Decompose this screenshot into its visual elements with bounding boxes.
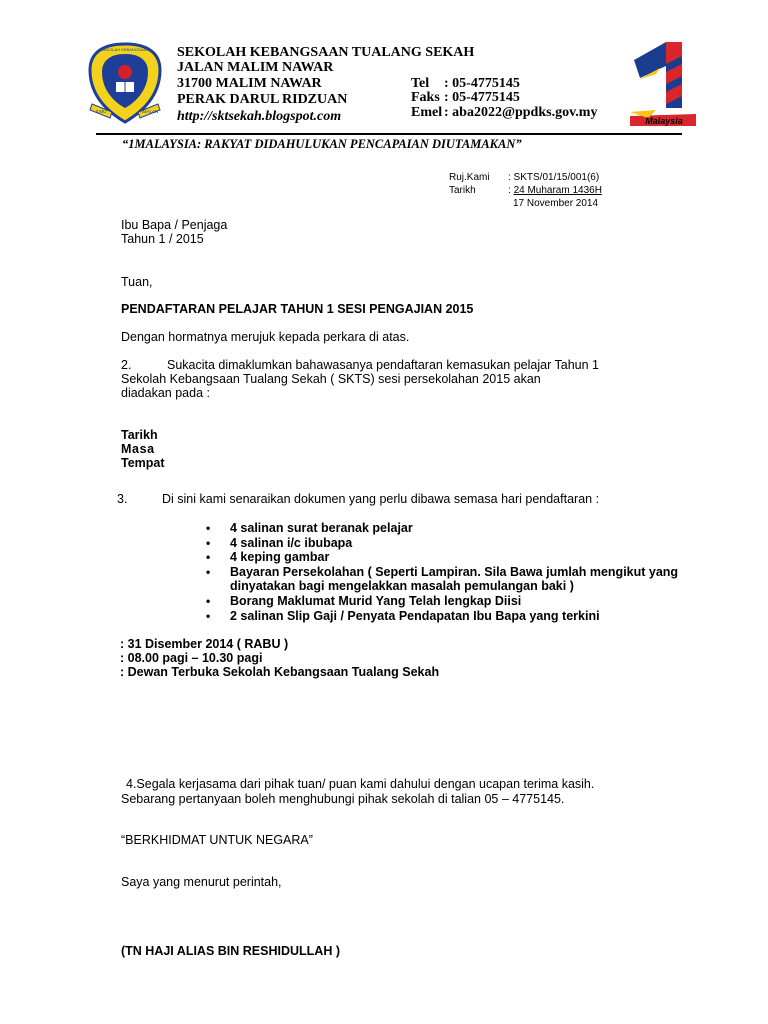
- paragraph-4-line-2: Sebarang pertanyaan boleh menghubungi pihak sekolah di talian 05 – 4775145.: [121, 792, 565, 806]
- emel-value: : aba2022@ppdks.gov.my: [444, 105, 598, 120]
- paragraph-2-line-2: Sekolah Kebangsaan Tualang Sekah ( SKTS) sesi persekolahan 2015 akan: [121, 372, 541, 386]
- ruj-value: : SKTS/01/15/001(6): [508, 172, 600, 183]
- header-divider: [96, 133, 682, 135]
- motto: “BERKHIDMAT UNTUK NEGARA”: [121, 833, 313, 847]
- slogan: “1MALAYSIA: RAKYAT DIDAHULUKAN PENCAPAIAN DIUTAMAKAN”: [122, 137, 522, 151]
- list-item: • 2 salinan Slip Gaji / Penyata Pendapatan Ibu Bapa yang terkini: [206, 609, 706, 624]
- logo-text-left: ILMU: [95, 109, 107, 114]
- logo-text-top: SEKOLAH KEBANGSAAN: [101, 47, 149, 52]
- details-value-tempat: : Dewan Terbuka Sekolah Kebangsaan Tualang Sekah: [120, 665, 440, 679]
- paragraph-2-line-3: diadakan pada :: [121, 386, 210, 400]
- list-item: • 4 keping gambar: [206, 550, 706, 565]
- tel-value: : 05-4775145: [444, 76, 520, 91]
- ruj-label: Ruj.Kami: [449, 172, 490, 183]
- tarikh-label: Tarikh: [449, 185, 476, 196]
- emel-label: Emel: [411, 105, 443, 120]
- tarikh-hijri: [508, 185, 602, 196]
- signatory: (TN HAJI ALIAS BIN RESHIDULLAH ): [121, 944, 340, 958]
- recipient-line-2: Tahun 1 / 2015: [121, 232, 204, 246]
- school-logo: [86, 42, 164, 124]
- tarikh-masihi: 17 November 2014: [513, 198, 599, 209]
- malaysia-logo-text: Malaysia: [645, 116, 683, 126]
- salutation: Tuan,: [121, 275, 153, 289]
- details-value-tarikh: : 31 Disember 2014 ( RABU ): [120, 637, 289, 651]
- website-link[interactable]: http://sktsekah.blogspot.com: [177, 109, 342, 124]
- paragraph-3-text: Di sini kami senaraikan dokumen yang perlu dibawa semasa hari pendaftaran :: [162, 492, 600, 506]
- school-name: SEKOLAH KEBANGSAAN TUALANG SEKAH: [177, 45, 475, 60]
- paragraph-2-line-1: Sukacita dimaklumkan bahawasanya pendaftaran kemasukan pelajar Tahun 1: [167, 358, 599, 372]
- closing: Saya yang menurut perintah,: [121, 875, 282, 889]
- list-item: • Bayaran Persekolahan ( Seperti Lampiran. Sila Bawa jumlah mengikut yang dinyatakan bagi mengelakkan masalah pemulangan baki ): [206, 565, 706, 594]
- details-label-masa: Masa: [121, 442, 155, 456]
- list-item: • 4 salinan surat beranak pelajar: [206, 521, 706, 536]
- address-line-2: 31700 MALIM NAWAR: [177, 76, 322, 91]
- paragraph-3-number: 3.: [117, 492, 128, 506]
- paragraph-4-line-1: 4.Segala kerjasama dari pihak tuan/ puan kami dahului dengan ucapan terima kasih.: [126, 777, 595, 791]
- 1malaysia-logo: [626, 38, 700, 130]
- tel-label: Tel: [411, 76, 430, 91]
- faks-label: Faks: [411, 90, 440, 105]
- list-item: • 4 salinan i/c ibubapa: [206, 536, 706, 551]
- address-line-1: JALAN MALIM NAWAR: [177, 60, 334, 75]
- details-label-tempat: Tempat: [121, 456, 165, 470]
- faks-value: : 05-4775145: [444, 90, 520, 105]
- list-item: • Borang Maklumat Murid Yang Telah lengkap Diisi: [206, 594, 706, 609]
- tarikh-colon: :: [508, 185, 514, 196]
- details-value-masa: : 08.00 pagi – 10.30 pagi: [120, 651, 263, 665]
- letter-subject: PENDAFTARAN PELAJAR TAHUN 1 SESI PENGAJIAN 2015: [121, 302, 474, 316]
- paragraph-2-number: 2.: [121, 358, 132, 372]
- tarikh-hijri-value: 24 Muharam 1436H: [513, 185, 602, 196]
- logo-text-right: AMALAN: [139, 109, 159, 114]
- details-label-tarikh: Tarikh: [121, 428, 158, 442]
- paragraph-1: Dengan hormatnya merujuk kepada perkara di atas.: [121, 330, 410, 344]
- address-line-3: PERAK DARUL RIDZUAN: [177, 92, 348, 107]
- documents-list: [206, 521, 706, 623]
- recipient-line-1: Ibu Bapa / Penjaga: [121, 218, 228, 232]
